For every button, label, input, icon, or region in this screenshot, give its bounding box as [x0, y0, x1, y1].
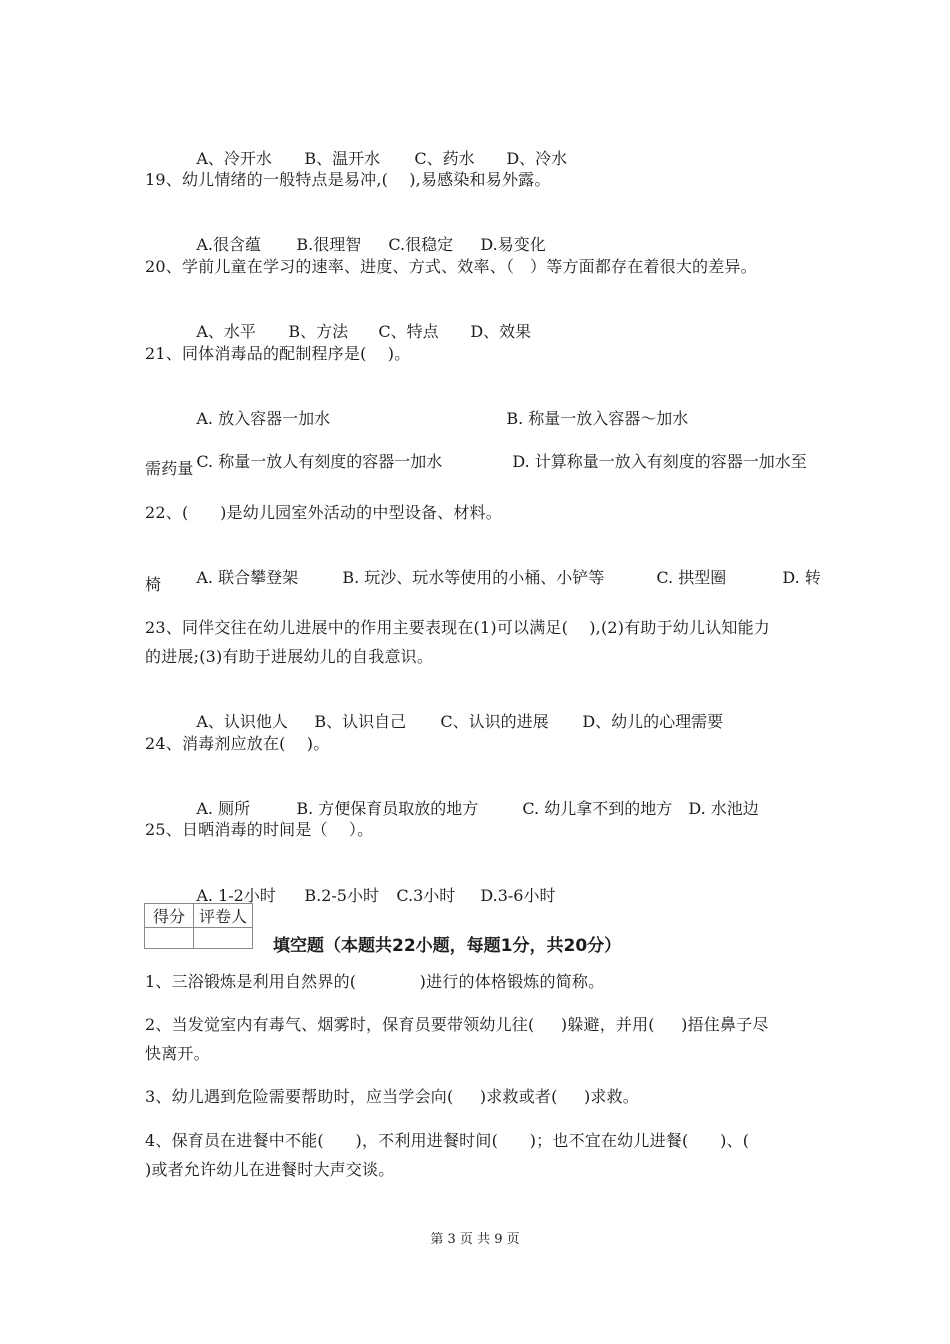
q23-option-c: C、认识的进展	[440, 712, 549, 731]
q22-option-b: B. 玩沙、玩水等使用的小桶、小铲等	[342, 568, 605, 587]
score-cell	[145, 928, 194, 949]
q23-option-d: D、幼儿的心理需要	[582, 712, 724, 731]
q25-stem: 25、日晒消毒的时间是（ ）。	[145, 820, 374, 839]
q20-stem: 20、学前儿童在学习的速率、进度、方式、效率、（ ）等方面都存在着很大的差异。	[145, 257, 757, 276]
q22-options	[176, 545, 821, 611]
q25-option-b: B.2-5小时	[304, 886, 379, 905]
fill-question-2-line1: 2、当发觉室内有毒气、烟雾时，保育员要带领幼儿往( )躲避，并用( )捂住鼻子尽	[145, 1015, 769, 1034]
q21-stem: 21、同体消毒品的配制程序是( )。	[145, 344, 411, 363]
q19-option-b: B.很理智	[296, 235, 362, 254]
q22-option-d: D. 转	[782, 568, 821, 587]
score-box	[144, 903, 253, 949]
q22-option-a: A. 联合攀登架	[196, 568, 299, 587]
grader-cell	[194, 928, 253, 949]
q18-option-d: D、冷水	[506, 149, 568, 168]
q20-option-b: B、方法	[288, 322, 349, 341]
q19-stem: 19、幼儿情绪的一般特点是易冲,( ),易感染和易外露。	[145, 170, 551, 189]
q23-option-a: A、认识他人	[196, 712, 288, 731]
q20-option-a: A、水平	[196, 322, 256, 341]
q22-option-c: C. 拱型圈	[656, 568, 727, 587]
q23-stem-line2: 的进展;(3)有助于进展幼儿的自我意识。	[145, 647, 434, 666]
q18-option-c: C、药水	[414, 149, 475, 168]
fill-question-4-line1: 4、保育员在进餐中不能( )，不利用进餐时间( )；也不宜在幼儿进餐( )、(	[145, 1131, 750, 1150]
q23-option-b: B、认识自己	[314, 712, 407, 731]
q19-option-a: A.很含蕴	[196, 235, 261, 254]
section-title: 填空题（本题共22小题，每题1分，共20分）	[273, 936, 622, 956]
q21-option-d-continued: 需药量	[145, 459, 194, 478]
q25-option-d: D.3-6小时	[480, 886, 556, 905]
q25-option-a: A. 1-2小时	[196, 886, 276, 905]
fill-question-1: 1、三浴锻炼是利用自然界的( )进行的体格锻炼的简称。	[145, 972, 605, 991]
q21-option-a: A. 放入容器一加水	[196, 409, 331, 428]
q20-option-d: D、效果	[470, 322, 532, 341]
q25-option-c: C.3小时	[396, 886, 456, 905]
q24-option-b: B. 方便保育员取放的地方	[296, 799, 479, 818]
grader-label: 评卷人	[194, 904, 253, 928]
q23-stem-line1: 23、同伴交往在幼儿进展中的作用主要表现在(1)可以满足( ),(2)有助于幼儿认知能力	[145, 618, 771, 637]
page-footer: 第 3 页 共 9 页	[430, 1232, 520, 1247]
fill-question-2-line2: 快离开。	[145, 1044, 210, 1063]
q19-option-d: D.易变化	[480, 235, 546, 254]
q18-option-b: B、温开水	[304, 149, 381, 168]
q21-options-row2	[176, 429, 807, 495]
q24-stem: 24、消毒剂应放在( )。	[145, 734, 330, 753]
q24-option-c: C. 幼儿拿不到的地方	[522, 799, 673, 818]
q18-option-a: A、冷开水	[196, 149, 272, 168]
q21-option-d: D. 计算称量一放入有刻度的容器一加水至	[512, 452, 807, 471]
q19-option-c: C.很稳定	[388, 235, 454, 254]
q20-option-c: C、特点	[378, 322, 439, 341]
score-label: 得分	[145, 904, 194, 928]
fill-question-4-line2: )或者允许幼儿在进餐时大声交谈。	[145, 1160, 395, 1179]
fill-question-3: 3、幼儿遇到危险需要帮助时，应当学会向( )求救或者( )求救。	[145, 1087, 640, 1106]
q22-stem: 22、( )是幼儿园室外活动的中型设备、材料。	[145, 503, 502, 522]
q24-option-d: D. 水池边	[688, 799, 759, 818]
q24-option-a: A. 厕所	[196, 799, 251, 818]
q22-option-d-continued: 椅	[145, 575, 162, 594]
q21-option-c: C. 称量一放人有刻度的容器一加水	[196, 452, 443, 471]
q21-option-b: B. 称量一放入容器～加水	[506, 409, 689, 428]
